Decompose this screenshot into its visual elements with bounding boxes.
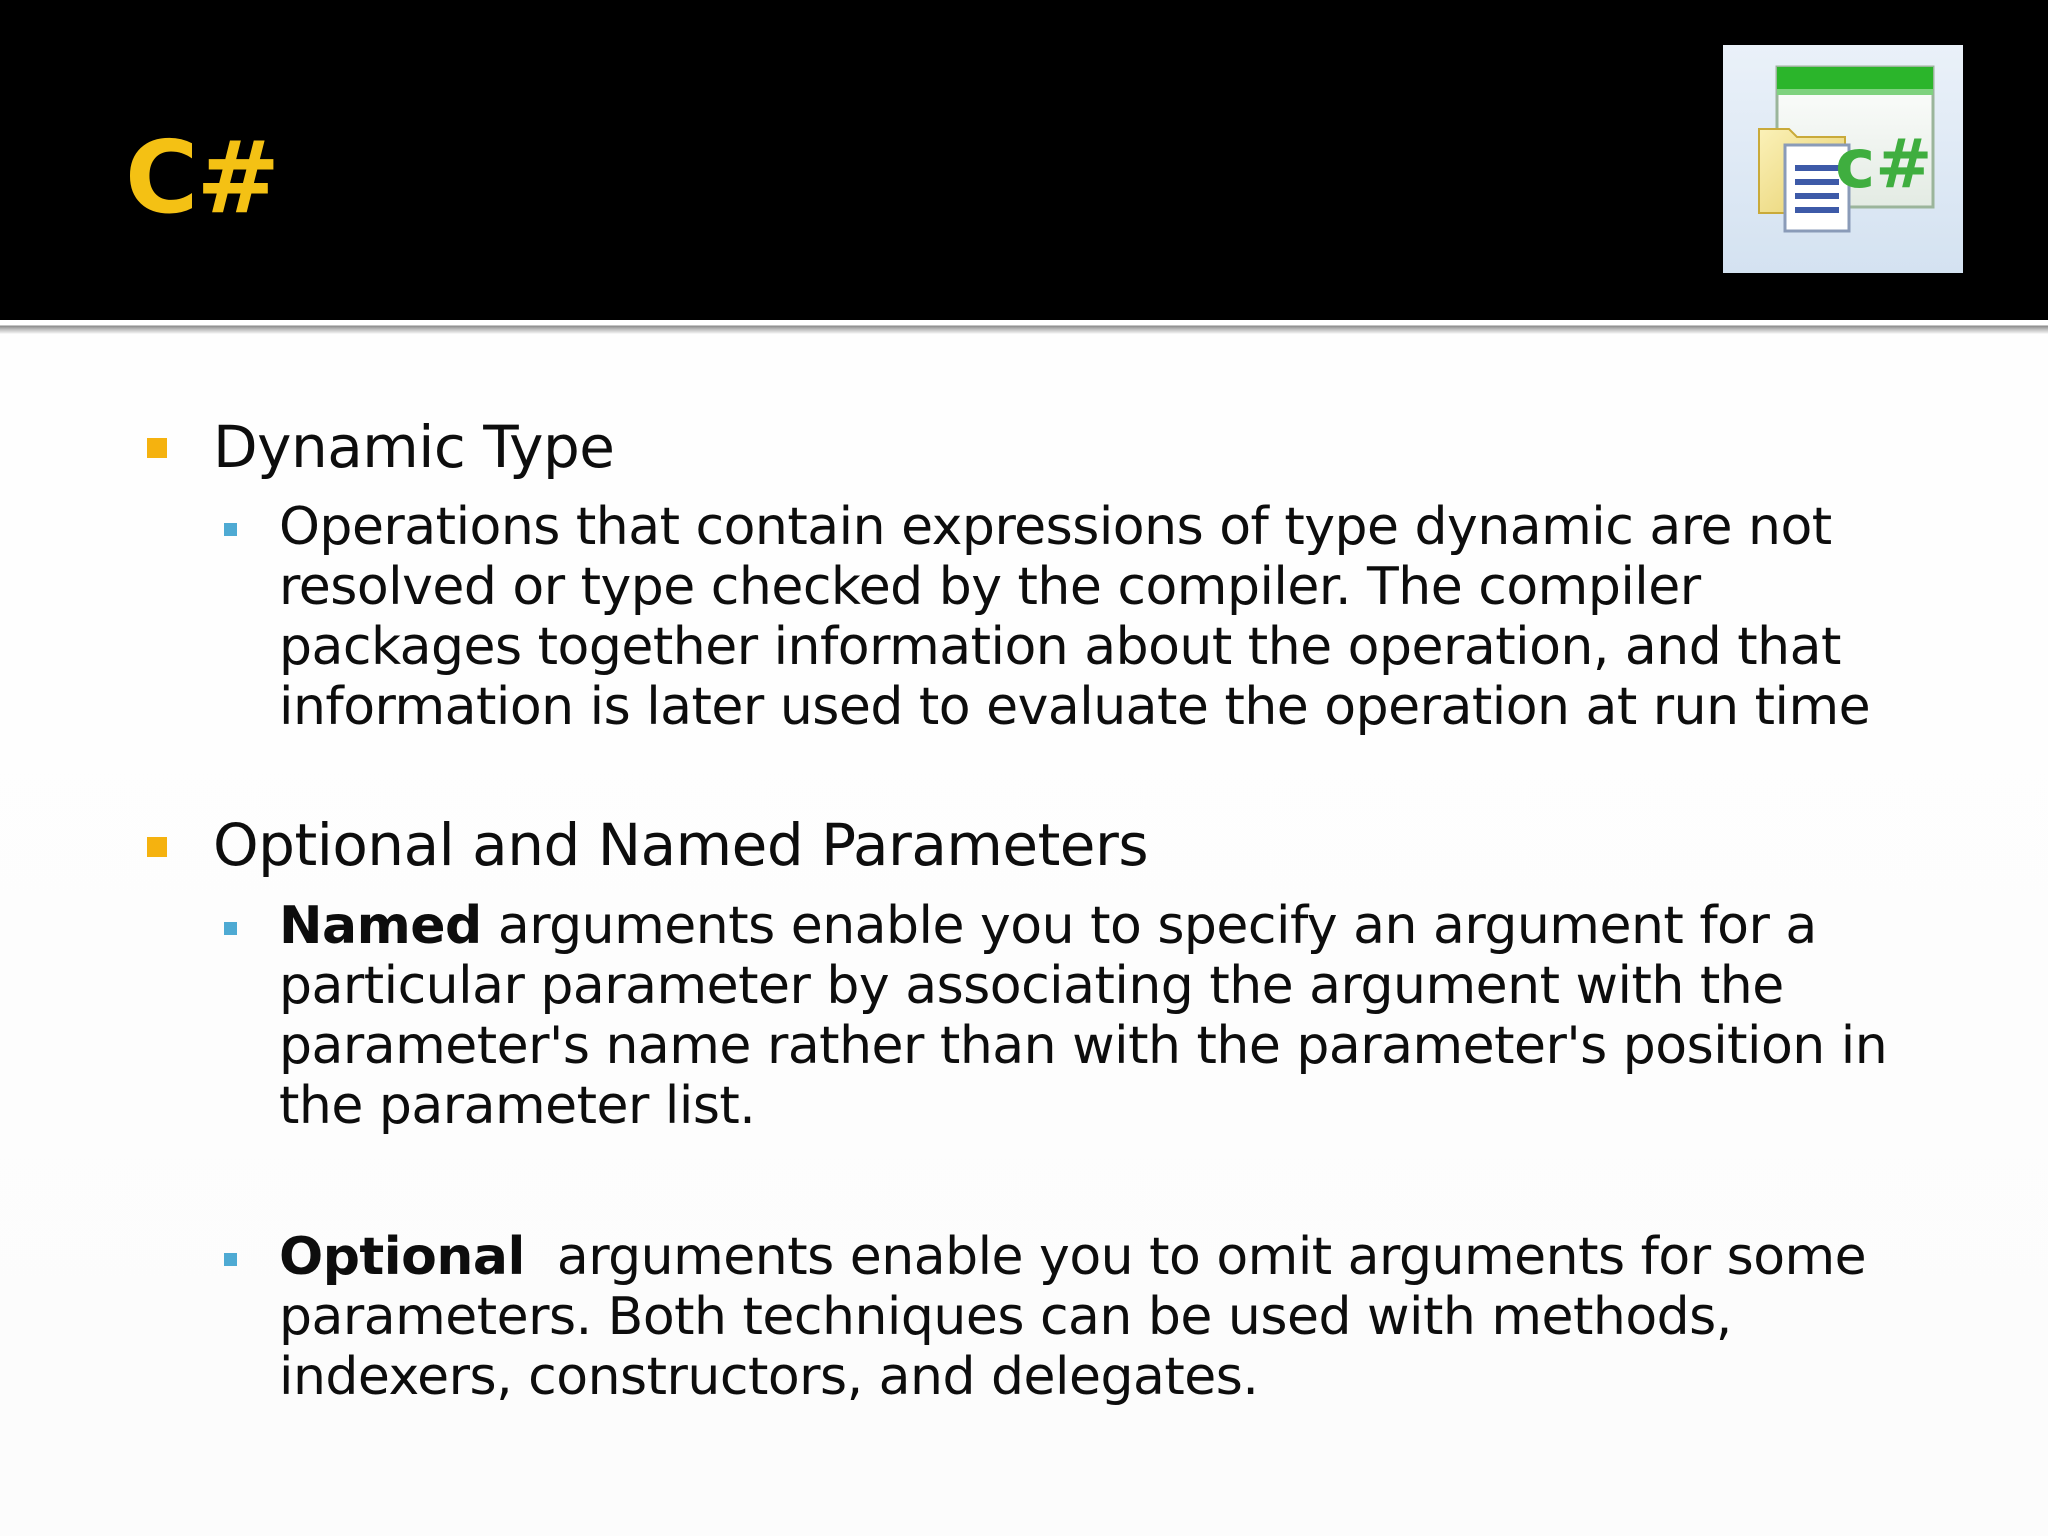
bullet-square-icon [147,438,167,458]
text-line: information is later used to evaluate the operation at run time [279,677,1871,737]
bullet-square-icon [147,837,167,857]
text-line: parameters. Both techniques can be used with methods, [279,1287,1732,1347]
slide-title: C# [125,119,279,236]
text-line: indexers, constructors, and delegates. [279,1347,1259,1407]
text-line: particular parameter by associating the argument with the [279,956,1784,1016]
text-line: Operations that contain expressions of type dynamic are not [279,497,1832,557]
sub-bullet-optional-arguments [279,1227,1919,1407]
bold-term-named: Named [279,896,482,956]
text-line: resolved or type checked by the compiler. The compiler [279,557,1701,617]
bullet-heading-optional-named: Optional and Named Parameters [213,811,1149,879]
text-line [279,896,1919,956]
sub-bullet-square-icon [224,920,237,933]
logo-csharp-text: c# [1835,125,1933,204]
text-line [279,1227,1919,1287]
bullet-heading-dynamic-type: Dynamic Type [213,413,615,481]
sub-bullet-square-icon [224,1251,237,1264]
sub-bullet-square-icon [224,521,237,534]
bold-term-optional: Optional [279,1227,525,1287]
text-run: arguments enable you to omit arguments for some [524,1227,1867,1287]
text-line: the parameter list. [279,1076,756,1136]
text-line: parameter's name rather than with the parameter's position in [279,1016,1888,1076]
sub-bullet-named-arguments [279,896,1919,1136]
text-line: packages together information about the operation, and that [279,617,1841,677]
sub-bullet-dynamic-description [279,497,1919,737]
text-run: arguments enable you to specify an argument for a [481,896,1817,956]
